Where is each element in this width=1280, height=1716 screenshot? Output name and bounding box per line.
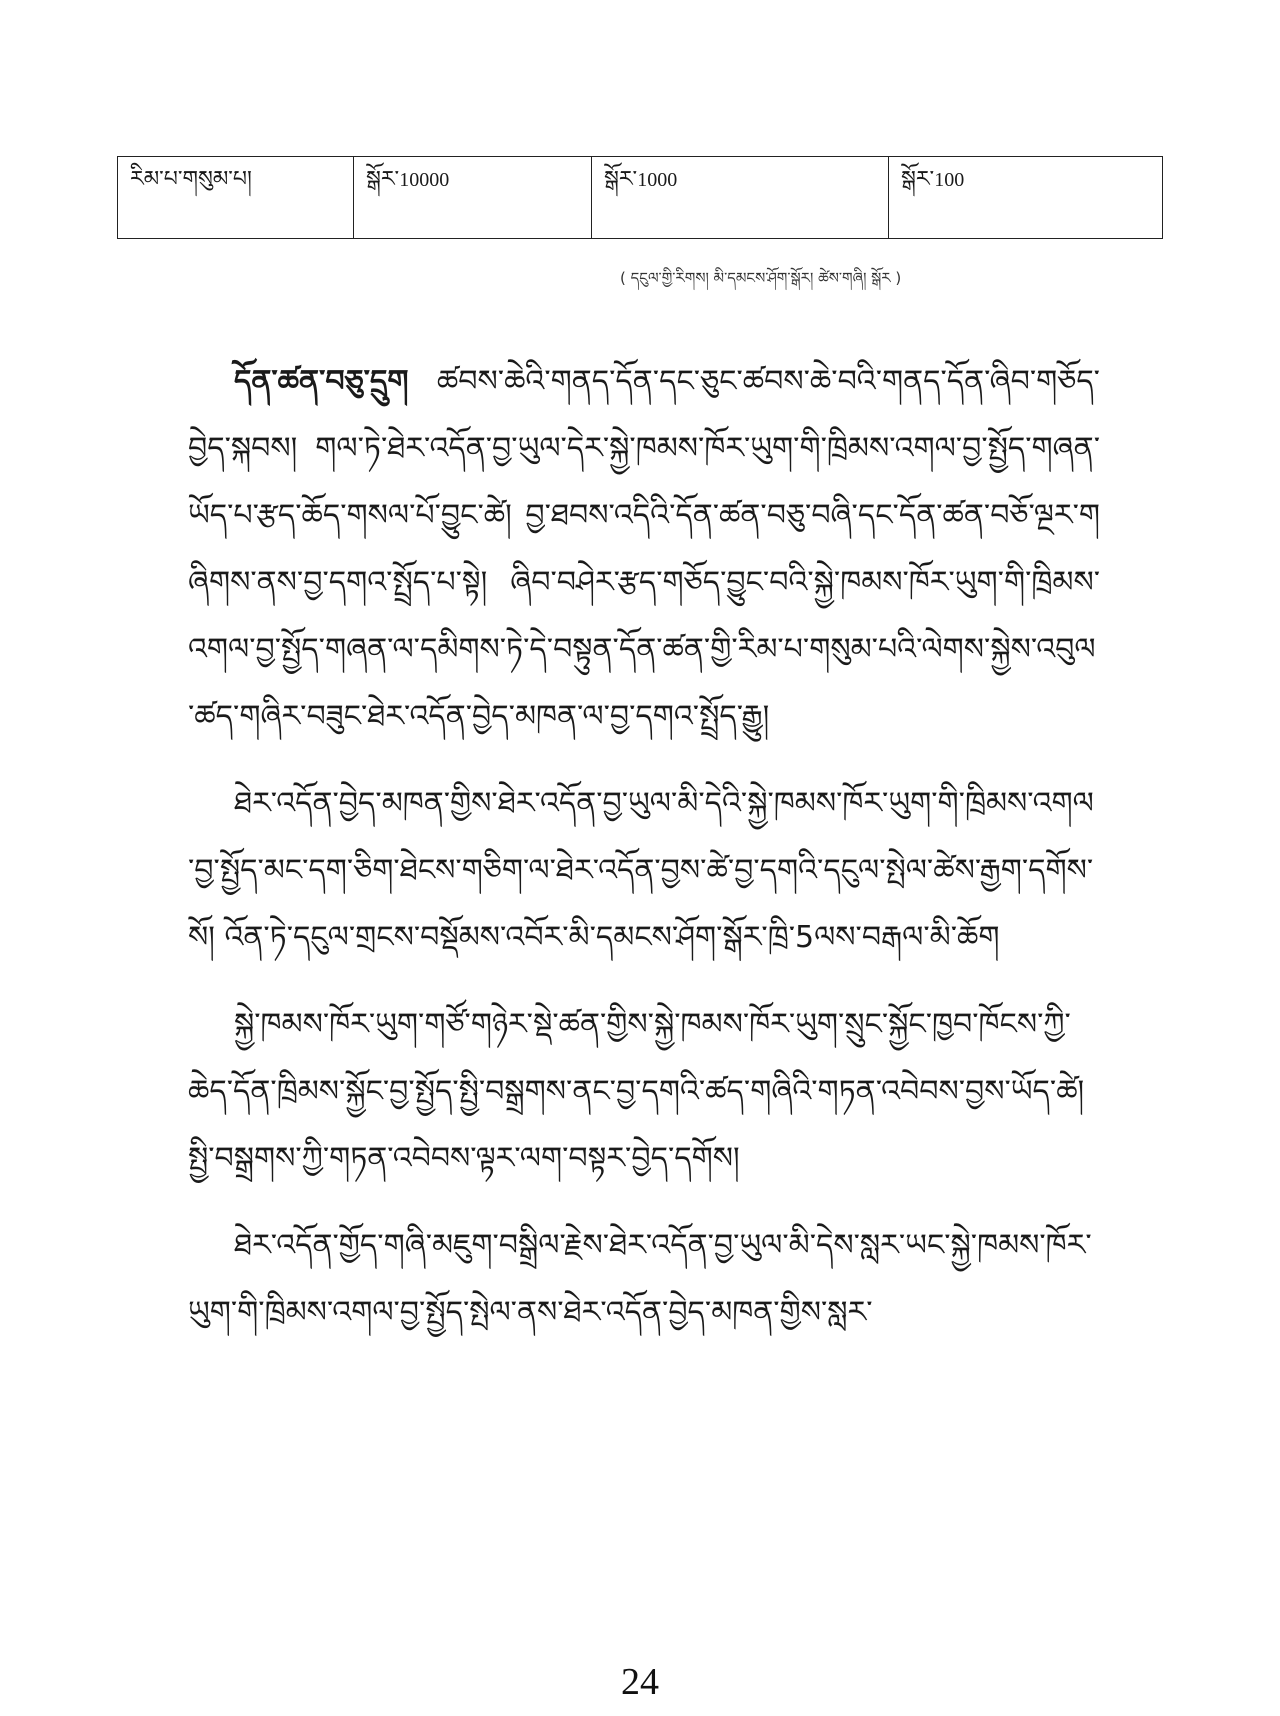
paragraph [188,770,1100,971]
amount-value: 100 [934,169,965,191]
article-heading: དོན་ཚན་བཅུ་དྲུག [234,364,409,399]
currency-unit: སྒོར་ [604,167,638,192]
table-cell-amount [592,157,889,239]
paragraph-text: ཐེར་འདོན་གྱོད་གཞི་མཇུག་བསྒྲིལ་རྗེས་ཐེར་འདོན་བྱ་ཡུལ་མི་དེས་སླར་ཡང་སྐྱེ་ཁམས་ཁོར་ཡུག་གི་ཁྲིམས་འགལ་བྱ་སྤྱོད་སྤེལ་ནས་ཐེར་འདོན་བྱེད་མཁན་གྱིས་སླར་ [188,1228,1092,1330]
currency-unit: སྒོར་ [901,167,935,192]
table-row [118,157,1163,239]
paragraph-text: ཚབས་ཆེའི་གནད་དོན་དང་ཅུང་ཚབས་ཆེ་བའི་གནད་དོན་ཞིབ་གཅོད་བྱེད་སྐབས། གལ་ཏེ་ཐེར་འདོན་བྱ་ཡུལ་དེར་སྐྱེ་ཁམས་ཁོར་ཡུག་གི་ཁྲིམས་འགལ་བྱ་སྤྱོད་གཞན་ཡོད་པ་རྩད་ཆོད་གསལ་པོ་བྱུང་ཚེ། བྱ་ཐབས་འདིའི་དོན་ཚན་བཅུ་བཞི་དང་དོན་ཚན་བཅོ་ལྔར་གཞིགས་ནས་བྱ་དགའ་སྤྲོད་པ་སྟེ། ཞིབ་བཤེར་རྩད་གཅོད་བྱུང་བའི་སྐྱེ་ཁམས་ཁོར་ཡུག་གི་ཁྲིམས་འགལ་བྱ་སྤྱོད་གཞན་ལ་དམིགས་ཏེ་དེ་བསྟུན་དོན་ཚན་གྱི་རིམ་པ་གསུམ་པའི་ལེགས་སྐྱེས་འབུལ་ཚད་གཞིར་བཟུང་ཐེར་འདོན་བྱེད་མཁན་ལ་བྱ་དགའ་སྤྲོད་རྒྱུ། [188,364,1100,734]
paragraph-text: སྐྱེ་ཁམས་ཁོར་ཡུག་གཙོ་གཉེར་སྡེ་ཚན་གྱིས་སྐྱེ་ཁམས་ཁོར་ཡུག་སྲུང་སྐྱོང་ཁྱབ་ཁོངས་ཀྱི་ཆེད་དོན་ཁྲིམས་སྐྱོང་བྱ་སྤྱོད་སྤྱི་བསྒྲགས་ནང་བྱ་དགའི་ཚད་གཞིའི་གཏན་འབེབས་བྱས་ཡོད་ཚེ། སྤྱི་བསྒྲགས་ཀྱི་གཏན་འབེབས་ལྟར་ལག་བསྟར་བྱེད་དགོས། [188,1007,1085,1176]
paragraph [188,1212,1100,1346]
paragraph [188,991,1100,1192]
level-label: རིམ་པ་གསུམ་པ། [130,167,252,192]
currency-unit: སྒོར་ [366,167,400,192]
reward-table [117,156,1163,239]
table-cell-level [118,157,354,239]
amount-value: 1000 [637,169,678,191]
table-cell-amount [354,157,592,239]
table-cell-amount [889,157,1163,239]
page-number: 24 [621,1661,659,1703]
amount-value: 10000 [399,169,450,191]
currency-note: ( དངུལ་གྱི་རིགས། མི་དམངས་ཤོག་སྒོར། ཚེས་གཞི། སྒོར ) [620,269,902,287]
paragraph [188,348,1100,750]
paragraph-text: ཐེར་འདོན་བྱེད་མཁན་གྱིས་ཐེར་འདོན་བྱ་ཡུལ་མི་དེའི་སྐྱེ་ཁམས་ཁོར་ཡུག་གི་ཁྲིམས་འགལ་བྱ་སྤྱོད་མང་དག་ཅིག་ཐེངས་གཅིག་ལ་ཐེར་འདོན་བྱས་ཚེ་བྱ་དགའི་དངུལ་སྤེལ་ཚེས་རྒྱག་དགོས་སོ། འོན་ཏེ་དངུལ་གྲངས་བསྡོམས་འབོར་མི་དམངས་ཤོག་སྒོར་ཁྲི་5ལས་བརྒལ་མི་ཆོག [188,786,1094,955]
body-text [188,348,1100,1346]
